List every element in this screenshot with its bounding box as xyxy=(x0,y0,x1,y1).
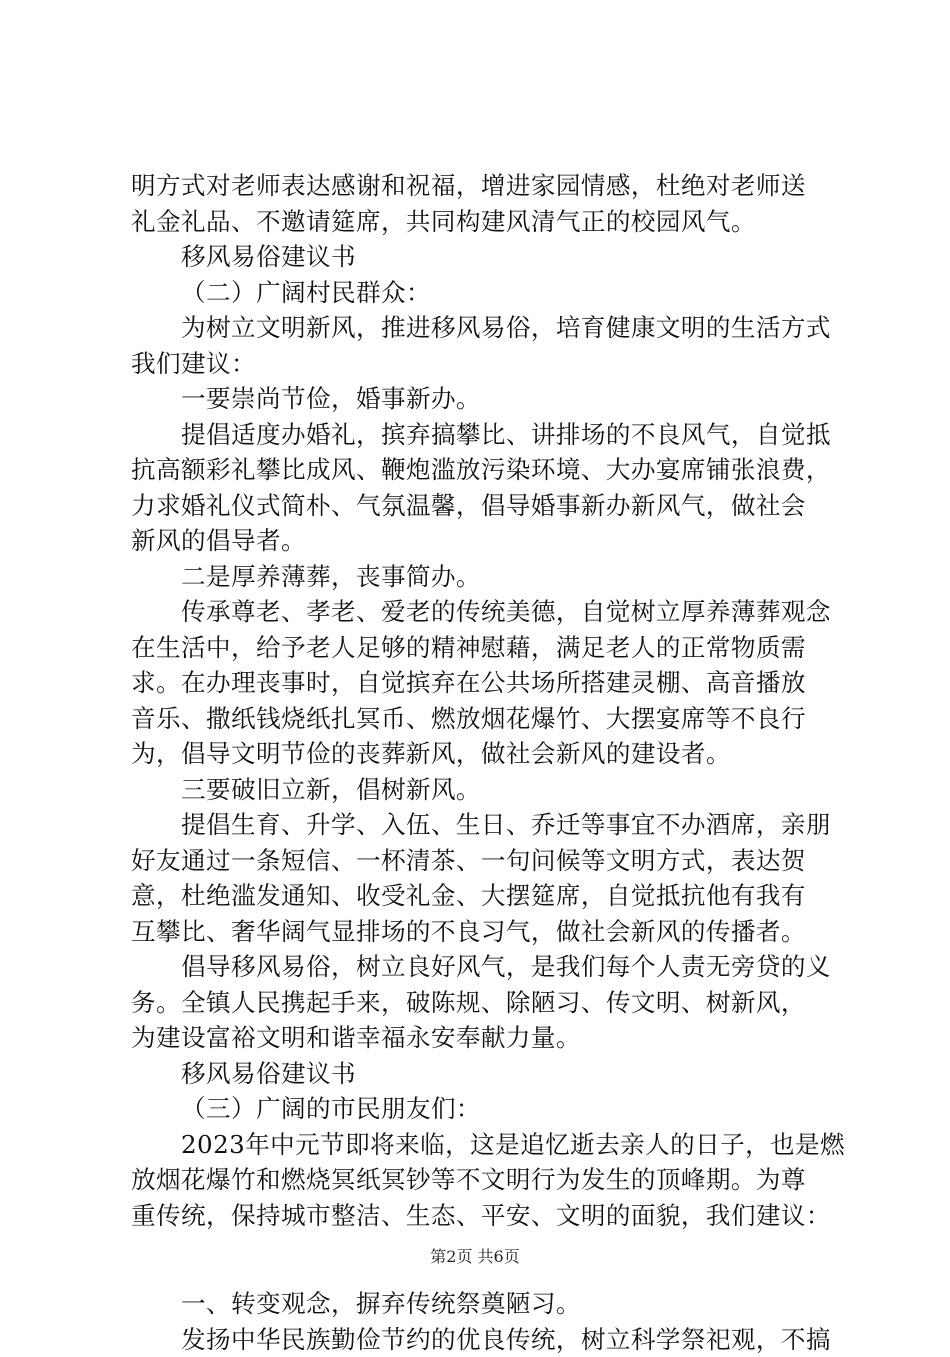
text-line: 礼金礼品、不邀请筵席，共同构建风清气正的校园风气。 xyxy=(131,204,831,240)
text-line: 放烟花爆竹和燃烧冥纸冥钞等不文明行为发生的顶峰期。为尊 xyxy=(131,1162,831,1198)
text-line: 抗高额彩礼攀比成风、鞭炮滥放污染环境、大办宴席铺张浪费， xyxy=(131,452,831,488)
text-line: 求。在办理丧事时，自觉摈弃在公共场所搭建灵棚、高音播放 xyxy=(131,665,831,701)
text-line: 意，杜绝滥发通知、收受礼金、大摆筵席，自觉抵抗他有我有 xyxy=(131,878,831,914)
text-line: 2023年中元节即将来临，这是追忆逝去亲人的日子，也是燃 xyxy=(131,1127,831,1163)
subheading: 三要破旧立新，倡树新风。 xyxy=(131,772,831,808)
text-line: 力求婚礼仪式简朴、气氛温馨，倡导婚事新办新风气，做社会 xyxy=(131,488,831,524)
text-line: 我们建议： xyxy=(131,346,831,382)
text-line: 音乐、撒纸钱烧纸扎冥币、燃放烟花爆竹、大摆宴席等不良行 xyxy=(131,701,831,737)
subheading: 一要崇尚节俭，婚事新办。 xyxy=(131,381,831,417)
text-line: 为建设富裕文明和谐幸福永安奉献力量。 xyxy=(131,1020,831,1056)
text-line: 传承尊老、孝老、爱老的传统美德，自觉树立厚养薄葬观念 xyxy=(131,594,831,630)
text-line: 倡导移风易俗，树立良好风气，是我们每个人责无旁贷的义 xyxy=(131,949,831,985)
page-footer: 第2页 共6页 xyxy=(0,1244,950,1267)
text-line: 互攀比、奢华阔气显排场的不良习气，做社会新风的传播者。 xyxy=(131,914,831,950)
section-heading: 移风易俗建议书 xyxy=(131,239,831,275)
text-line: 在生活中，给予老人足够的精神慰藉，满足老人的正常物质需 xyxy=(131,630,831,666)
document-body xyxy=(131,168,831,1357)
text-line: 提倡生育、升学、入伍、生日、乔迁等事宜不办酒席，亲朋 xyxy=(131,807,831,843)
text-line: 发扬中华民族勤俭节约的优良传统，树立科学祭祀观，不搞 xyxy=(131,1322,831,1357)
subheading: 一、转变观念，摒弃传统祭奠陋习。 xyxy=(131,1286,831,1322)
text-line: 为，倡导文明节俭的丧葬新风，做社会新风的建设者。 xyxy=(131,736,831,772)
text-line: 提倡适度办婚礼，摈弃搞攀比、讲排场的不良风气，自觉抵 xyxy=(131,417,831,453)
section-heading: 移风易俗建议书 xyxy=(131,1056,831,1092)
subheading: 二是厚养薄葬，丧事简办。 xyxy=(131,559,831,595)
salutation: （三）广阔的市民朋友们： xyxy=(131,1091,831,1127)
text-line: 重传统，保持城市整洁、生态、平安、文明的面貌，我们建议： xyxy=(131,1198,831,1234)
salutation: （二）广阔村民群众： xyxy=(131,275,831,311)
text-line: 明方式对老师表达感谢和祝福，增进家园情感，杜绝对老师送 xyxy=(131,168,831,204)
text-line: 为树立文明新风，推进移风易俗，培育健康文明的生活方式 xyxy=(131,310,831,346)
text-line: 务。全镇人民携起手来，破陈规、除陋习、传文明、树新风， xyxy=(131,985,831,1021)
text-line: 新风的倡导者。 xyxy=(131,523,831,559)
text-line: 好友通过一条短信、一杯清茶、一句问候等文明方式，表达贺 xyxy=(131,843,831,879)
